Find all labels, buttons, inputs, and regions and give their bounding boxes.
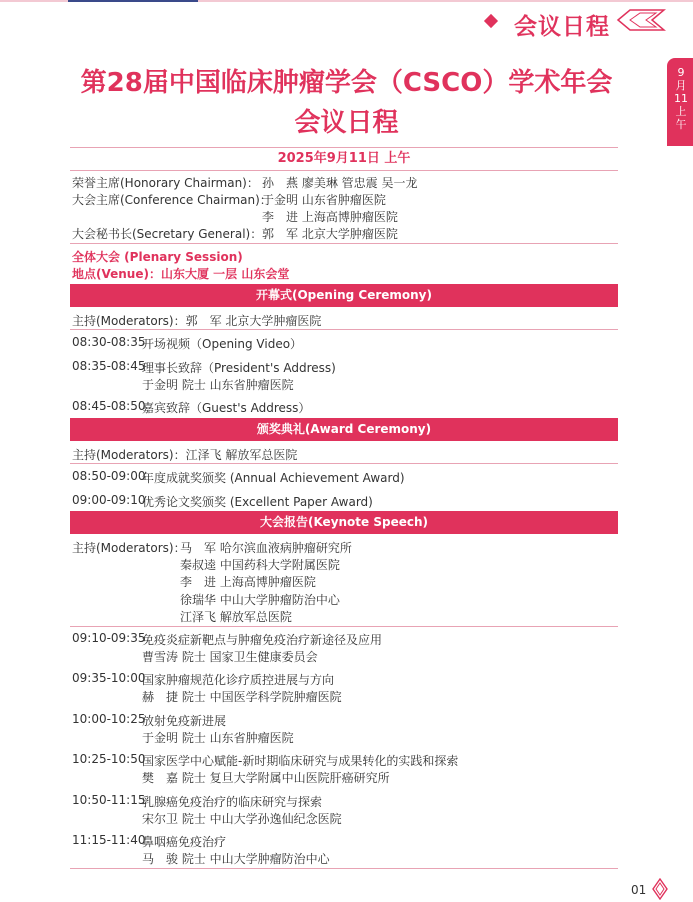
session-venue: 地点(Venue)：山东大厦 一层 山东会堂: [72, 267, 290, 281]
agenda-time: 08:50-09:00: [72, 469, 146, 483]
date-heading: 2025年9月11日 上午: [70, 147, 618, 171]
official-names: 孙 燕 廖美琳 管忠震 吴一龙: [262, 176, 418, 190]
top-accent-line: [68, 0, 198, 2]
agenda-time: 09:35-10:00: [72, 671, 146, 685]
agenda-speaker: 宋尔卫 院士 中山大学孙逸仙纪念医院: [142, 812, 342, 826]
diamond-icon: [652, 878, 668, 900]
agenda-time: 10:00-10:25: [72, 712, 146, 726]
divider: [70, 868, 618, 869]
agenda-time: 09:00-09:10: [72, 493, 146, 507]
agenda-time: 08:45-08:50: [72, 399, 146, 413]
agenda-title: 放射免疫新进展: [142, 714, 227, 728]
page-number: 01: [631, 883, 647, 897]
agenda-speaker: 曹雪涛 院士 国家卫生健康委员会: [142, 650, 318, 664]
page-subtitle: 会议日程: [294, 108, 399, 138]
agenda-title: 优秀论文奖颁奖 (Excellent Paper Award): [142, 495, 373, 509]
agenda-time: 08:30-08:35: [72, 335, 146, 349]
official-role: 大会主席(Conference Chairman)：: [72, 193, 272, 207]
agenda-time: 10:25-10:50: [72, 752, 146, 766]
agenda-title: 开场视频（Opening Video）: [142, 337, 303, 351]
official-role: 荣誉主席(Honorary Chairman)：: [72, 176, 259, 190]
agenda-speaker: 赫 捷 院士 中国医学科学院肿瘤医院: [142, 690, 342, 704]
moderator-name: 江泽飞 解放军总医院: [180, 610, 292, 624]
agenda-title: 免疫炎症新靶点与肿瘤免疫治疗新途径及应用: [142, 633, 383, 647]
moderator-name: 李 进 上海高博肿瘤医院: [180, 575, 316, 589]
diamond-icon: [484, 14, 498, 28]
divider: [70, 463, 618, 464]
session-name: 全体大会 (Plenary Session): [72, 250, 243, 264]
agenda-speaker: 马 骏 院士 中山大学肿瘤防治中心: [142, 852, 330, 866]
moderator-name: 徐瑞华 中山大学肿瘤防治中心: [180, 593, 340, 607]
opening-ceremony-header: 开幕式(Opening Ceremony): [70, 284, 618, 307]
official-names: 李 进 上海高博肿瘤医院: [262, 210, 398, 224]
agenda-title: 年度成就奖颁奖 (Annual Achievement Award): [142, 471, 405, 485]
page-title: 第28届中国临床肿瘤学会（CSCO）学术年会: [80, 68, 613, 98]
moderator-name: 马 军 哈尔滨血液病肿瘤研究所: [180, 541, 352, 555]
divider: [70, 626, 618, 627]
double-diamond-icon: [616, 8, 666, 32]
official-names: 郭 军 北京大学肿瘤医院: [262, 227, 398, 241]
agenda-time: 11:15-11:40: [72, 833, 146, 847]
agenda-time: 10:50-11:15: [72, 793, 146, 807]
side-tab-label: 9 月 11 上 午: [674, 66, 688, 131]
agenda-time: 08:35-08:45: [72, 359, 146, 373]
divider: [70, 243, 618, 244]
agenda-speaker: 于金明 院士 山东省肿瘤医院: [142, 731, 294, 745]
divider: [70, 329, 618, 330]
moderator-name: 秦叔逵 中国药科大学附属医院: [180, 558, 340, 572]
award-ceremony-header: 颁奖典礼(Award Ceremony): [70, 418, 618, 441]
agenda-title: 嘉宾致辞（Guest's Address）: [142, 401, 311, 415]
keynote-speech-header: 大会报告(Keynote Speech): [70, 511, 618, 534]
moderator-line: 主持(Moderators)：郭 军 北京大学肿瘤医院: [72, 314, 322, 328]
moderator-label: 主持(Moderators)：: [72, 541, 186, 555]
moderator-line: 主持(Moderators)：江泽飞 解放军总医院: [72, 448, 298, 462]
agenda-title: 鼻咽癌免疫治疗: [142, 835, 227, 849]
header-title: 会议日程: [514, 14, 610, 40]
official-names: 于金明 山东省肿瘤医院: [262, 193, 386, 207]
agenda-title: 国家医学中心赋能-新时期临床研究与成果转化的实践和探索: [142, 754, 459, 768]
official-role: 大会秘书长(Secretary General)：: [72, 227, 263, 241]
agenda-speaker: 于金明 院士 山东省肿瘤医院: [142, 378, 294, 392]
agenda-title: 理事长致辞（President's Address): [142, 361, 336, 375]
agenda-title: 国家肿瘤规范化诊疗质控进展与方向: [142, 673, 335, 687]
agenda-speaker: 樊 嘉 院士 复旦大学附属中山医院肝癌研究所: [142, 771, 390, 785]
agenda-time: 09:10-09:35: [72, 631, 146, 645]
agenda-title: 乳腺癌免疫治疗的临床研究与探索: [142, 795, 323, 809]
